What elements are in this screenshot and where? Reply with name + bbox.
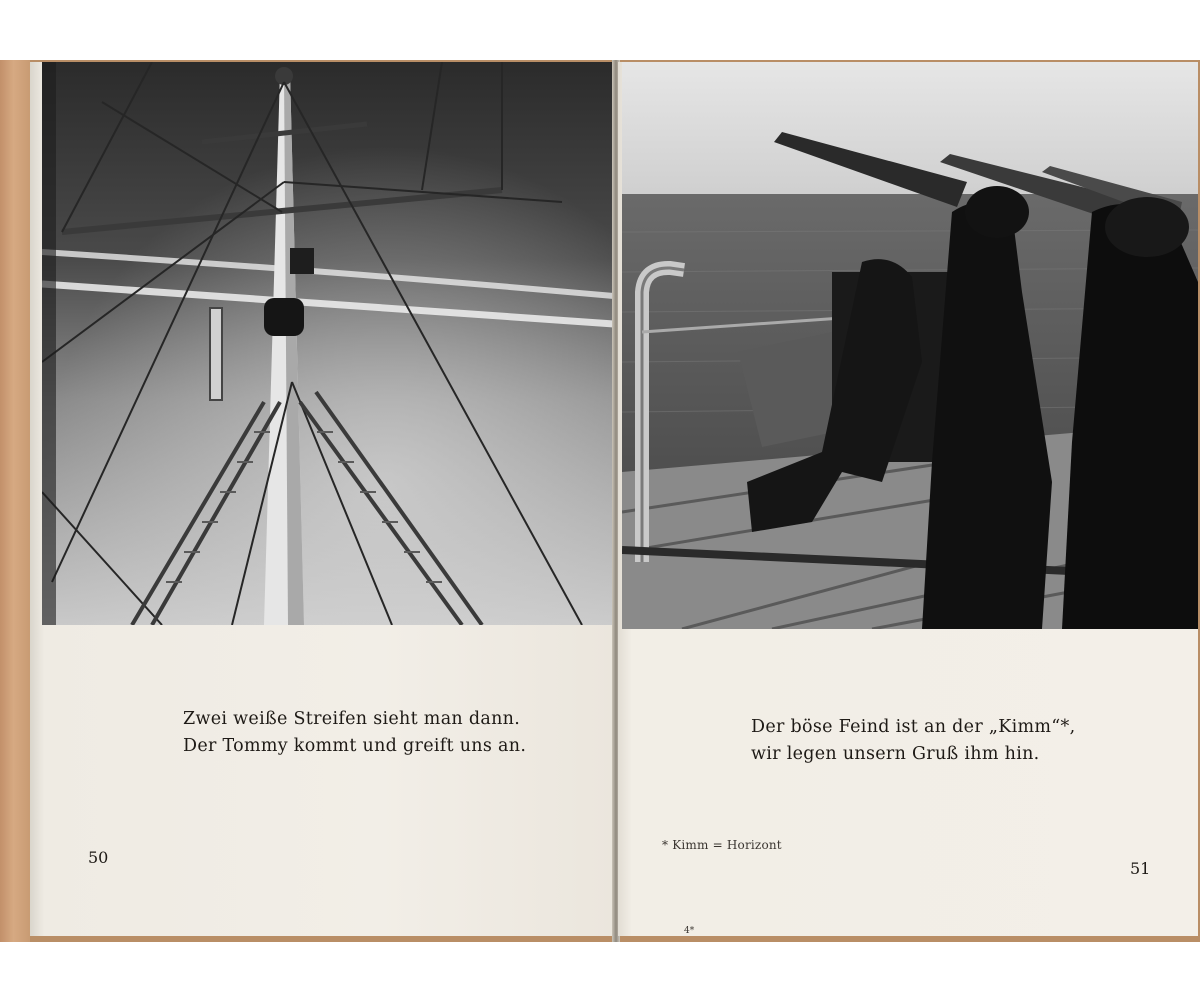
right-page: [618, 62, 1198, 936]
right-page-number: 51: [1130, 859, 1151, 878]
left-caption-line-2: Der Tommy kommt und greift uns an.: [183, 736, 527, 756]
ship-mast-photo: [42, 62, 614, 625]
left-page: [30, 62, 614, 936]
left-page-number: 50: [88, 848, 109, 867]
footnote: * Kimm = Horizont: [662, 838, 782, 852]
signature-mark: 4*: [684, 926, 695, 936]
book-cover-edge: [0, 60, 30, 942]
mast-rigging-image: [42, 62, 614, 625]
deck-gun-photo: [622, 62, 1198, 629]
right-caption: [751, 714, 1075, 768]
open-book: [0, 60, 1200, 942]
right-caption-line-1: Der böse Feind ist an der „Kimm“*,: [751, 717, 1076, 737]
left-caption: [183, 706, 526, 760]
right-caption-line-2: wir legen unsern Gruß ihm hin.: [751, 744, 1040, 764]
left-caption-line-1: Zwei weiße Streifen sieht man dann.: [183, 709, 521, 729]
deck-gun-crew-image: [622, 62, 1198, 629]
